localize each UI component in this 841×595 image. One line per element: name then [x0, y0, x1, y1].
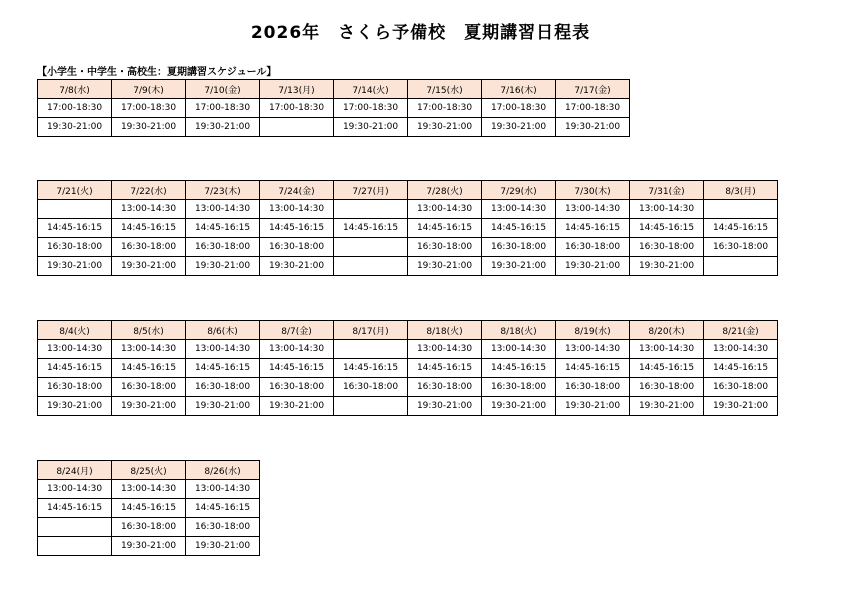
time-slot-cell: 14:45-16:15 — [334, 219, 408, 238]
time-slot-cell: 19:30-21:00 — [482, 118, 556, 137]
time-slot-cell: 19:30-21:00 — [556, 118, 630, 137]
date-header: 8/3(月) — [704, 181, 778, 200]
time-slot-cell — [38, 518, 112, 537]
time-slot-cell: 17:00-18:30 — [186, 99, 260, 118]
time-slot-cell: 14:45-16:15 — [260, 359, 334, 378]
time-slot-cell: 19:30-21:00 — [482, 397, 556, 416]
time-slot-cell: 17:00-18:30 — [556, 99, 630, 118]
time-slot-cell: 13:00-14:30 — [482, 340, 556, 359]
time-slot-cell: 16:30-18:00 — [186, 238, 260, 257]
date-header: 8/17(月) — [334, 321, 408, 340]
date-header: 7/16(木) — [482, 80, 556, 99]
date-header: 7/10(金) — [186, 80, 260, 99]
time-slot-cell: 19:30-21:00 — [186, 118, 260, 137]
table-row — [38, 238, 778, 257]
time-slot-cell: 16:30-18:00 — [556, 238, 630, 257]
time-slot-cell: 13:00-14:30 — [260, 340, 334, 359]
time-slot-cell: 16:30-18:00 — [630, 378, 704, 397]
time-slot-cell: 13:00-14:30 — [186, 480, 260, 499]
time-slot-cell: 16:30-18:00 — [38, 378, 112, 397]
time-slot-cell: 16:30-18:00 — [334, 378, 408, 397]
time-slot-cell: 19:30-21:00 — [630, 397, 704, 416]
date-header: 7/29(水) — [482, 181, 556, 200]
time-slot-cell — [260, 118, 334, 137]
time-slot-cell: 17:00-18:30 — [334, 99, 408, 118]
date-header: 7/13(月) — [260, 80, 334, 99]
time-slot-cell: 19:30-21:00 — [260, 257, 334, 276]
time-slot-cell: 14:45-16:15 — [408, 359, 482, 378]
time-slot-cell: 16:30-18:00 — [630, 238, 704, 257]
time-slot-cell: 16:30-18:00 — [260, 378, 334, 397]
time-slot-cell: 19:30-21:00 — [704, 397, 778, 416]
time-slot-cell: 13:00-14:30 — [556, 340, 630, 359]
time-slot-cell: 14:45-16:15 — [260, 219, 334, 238]
date-header: 8/24(月) — [38, 461, 112, 480]
time-slot-cell: 16:30-18:00 — [408, 378, 482, 397]
date-header: 8/25(火) — [112, 461, 186, 480]
table-row — [38, 537, 260, 556]
date-header: 7/9(木) — [112, 80, 186, 99]
date-header: 7/21(火) — [38, 181, 112, 200]
time-slot-cell: 17:00-18:30 — [408, 99, 482, 118]
time-slot-cell: 14:45-16:15 — [334, 359, 408, 378]
schedule-table-3 — [37, 320, 778, 416]
time-slot-cell — [38, 200, 112, 219]
time-slot-cell: 16:30-18:00 — [482, 378, 556, 397]
time-slot-cell — [334, 257, 408, 276]
date-header: 7/22(水) — [112, 181, 186, 200]
time-slot-cell: 19:30-21:00 — [186, 257, 260, 276]
time-slot-cell: 13:00-14:30 — [260, 200, 334, 219]
time-slot-cell: 19:30-21:00 — [112, 257, 186, 276]
time-slot-cell: 13:00-14:30 — [408, 200, 482, 219]
table-row — [38, 200, 778, 219]
time-slot-cell: 13:00-14:30 — [112, 480, 186, 499]
table-row — [38, 359, 778, 378]
date-header: 8/5(水) — [112, 321, 186, 340]
date-header: 7/24(金) — [260, 181, 334, 200]
time-slot-cell: 14:45-16:15 — [630, 359, 704, 378]
time-slot-cell: 16:30-18:00 — [482, 238, 556, 257]
time-slot-cell: 14:45-16:15 — [186, 499, 260, 518]
time-slot-cell: 14:45-16:15 — [408, 219, 482, 238]
time-slot-cell: 14:45-16:15 — [38, 359, 112, 378]
time-slot-cell: 14:45-16:15 — [112, 219, 186, 238]
header-row — [38, 181, 778, 200]
date-header: 7/15(水) — [408, 80, 482, 99]
time-slot-cell: 13:00-14:30 — [630, 340, 704, 359]
time-slot-cell: 13:00-14:30 — [38, 480, 112, 499]
time-slot-cell: 19:30-21:00 — [408, 118, 482, 137]
schedule-subtitle: 【小学生・中学生・高校生：夏期講習スケジュール】 — [37, 67, 277, 78]
time-slot-cell: 14:45-16:15 — [704, 359, 778, 378]
time-slot-cell: 16:30-18:00 — [186, 518, 260, 537]
time-slot-cell: 16:30-18:00 — [408, 238, 482, 257]
time-slot-cell: 14:45-16:15 — [482, 359, 556, 378]
time-slot-cell: 16:30-18:00 — [260, 238, 334, 257]
time-slot-cell — [704, 200, 778, 219]
date-header: 8/20(木) — [630, 321, 704, 340]
time-slot-cell: 19:30-21:00 — [38, 118, 112, 137]
time-slot-cell — [38, 537, 112, 556]
time-slot-cell — [704, 257, 778, 276]
date-header: 7/31(金) — [630, 181, 704, 200]
time-slot-cell: 19:30-21:00 — [482, 257, 556, 276]
time-slot-cell: 13:00-14:30 — [186, 340, 260, 359]
time-slot-cell: 14:45-16:15 — [704, 219, 778, 238]
date-header: 8/18(火) — [482, 321, 556, 340]
time-slot-cell — [334, 238, 408, 257]
date-header: 7/28(火) — [408, 181, 482, 200]
schedule-table-1 — [37, 79, 630, 137]
time-slot-cell: 13:00-14:30 — [408, 340, 482, 359]
time-slot-cell: 17:00-18:30 — [38, 99, 112, 118]
date-header: 8/7(金) — [260, 321, 334, 340]
time-slot-cell: 16:30-18:00 — [186, 378, 260, 397]
time-slot-cell: 13:00-14:30 — [38, 340, 112, 359]
time-slot-cell: 19:30-21:00 — [630, 257, 704, 276]
time-slot-cell: 19:30-21:00 — [556, 397, 630, 416]
time-slot-cell: 16:30-18:00 — [704, 238, 778, 257]
time-slot-cell: 19:30-21:00 — [186, 537, 260, 556]
time-slot-cell: 19:30-21:00 — [38, 257, 112, 276]
date-header: 7/27(月) — [334, 181, 408, 200]
table-row — [38, 480, 260, 499]
time-slot-cell: 14:45-16:15 — [556, 359, 630, 378]
time-slot-cell: 13:00-14:30 — [630, 200, 704, 219]
table-row — [38, 378, 778, 397]
table-row — [38, 219, 778, 238]
time-slot-cell: 19:30-21:00 — [260, 397, 334, 416]
time-slot-cell: 16:30-18:00 — [112, 378, 186, 397]
time-slot-cell: 19:30-21:00 — [186, 397, 260, 416]
time-slot-cell: 13:00-14:30 — [112, 340, 186, 359]
header-row — [38, 321, 778, 340]
time-slot-cell: 14:45-16:15 — [482, 219, 556, 238]
time-slot-cell: 19:30-21:00 — [112, 397, 186, 416]
time-slot-cell: 13:00-14:30 — [186, 200, 260, 219]
time-slot-cell: 14:45-16:15 — [630, 219, 704, 238]
time-slot-cell: 14:45-16:15 — [112, 359, 186, 378]
date-header: 7/17(金) — [556, 80, 630, 99]
table-row — [38, 257, 778, 276]
date-header: 7/30(木) — [556, 181, 630, 200]
time-slot-cell: 13:00-14:30 — [482, 200, 556, 219]
time-slot-cell — [334, 340, 408, 359]
table-row — [38, 340, 778, 359]
date-header: 7/23(木) — [186, 181, 260, 200]
date-header: 7/8(水) — [38, 80, 112, 99]
date-header: 8/21(金) — [704, 321, 778, 340]
time-slot-cell: 17:00-18:30 — [482, 99, 556, 118]
time-slot-cell: 19:30-21:00 — [408, 257, 482, 276]
time-slot-cell: 16:30-18:00 — [704, 378, 778, 397]
schedule-table-4 — [37, 460, 260, 556]
time-slot-cell: 17:00-18:30 — [112, 99, 186, 118]
time-slot-cell: 14:45-16:15 — [38, 499, 112, 518]
time-slot-cell: 13:00-14:30 — [112, 200, 186, 219]
time-slot-cell: 19:30-21:00 — [112, 118, 186, 137]
time-slot-cell: 13:00-14:30 — [704, 340, 778, 359]
time-slot-cell: 14:45-16:15 — [186, 219, 260, 238]
time-slot-cell: 19:30-21:00 — [334, 118, 408, 137]
date-header: 8/6(木) — [186, 321, 260, 340]
time-slot-cell: 17:00-18:30 — [260, 99, 334, 118]
time-slot-cell: 19:30-21:00 — [38, 397, 112, 416]
date-header: 8/19(水) — [556, 321, 630, 340]
table-row — [38, 99, 630, 118]
table-row — [38, 397, 778, 416]
time-slot-cell: 14:45-16:15 — [38, 219, 112, 238]
time-slot-cell: 14:45-16:15 — [556, 219, 630, 238]
date-header: 8/4(火) — [38, 321, 112, 340]
header-row — [38, 80, 630, 99]
time-slot-cell: 19:30-21:00 — [408, 397, 482, 416]
time-slot-cell: 13:00-14:30 — [556, 200, 630, 219]
time-slot-cell: 19:30-21:00 — [112, 537, 186, 556]
time-slot-cell: 16:30-18:00 — [112, 518, 186, 537]
page-title: 2026年 さくら予備校 夏期講習日程表 — [250, 23, 591, 43]
time-slot-cell: 14:45-16:15 — [186, 359, 260, 378]
date-header: 7/14(火) — [334, 80, 408, 99]
date-header: 8/18(火) — [408, 321, 482, 340]
table-row — [38, 518, 260, 537]
header-row — [38, 461, 260, 480]
table-row — [38, 118, 630, 137]
table-row — [38, 499, 260, 518]
time-slot-cell — [334, 397, 408, 416]
time-slot-cell: 16:30-18:00 — [112, 238, 186, 257]
date-header: 8/26(水) — [186, 461, 260, 480]
time-slot-cell: 16:30-18:00 — [38, 238, 112, 257]
time-slot-cell — [334, 200, 408, 219]
time-slot-cell: 14:45-16:15 — [112, 499, 186, 518]
time-slot-cell: 19:30-21:00 — [556, 257, 630, 276]
time-slot-cell: 16:30-18:00 — [556, 378, 630, 397]
schedule-table-2 — [37, 180, 778, 276]
